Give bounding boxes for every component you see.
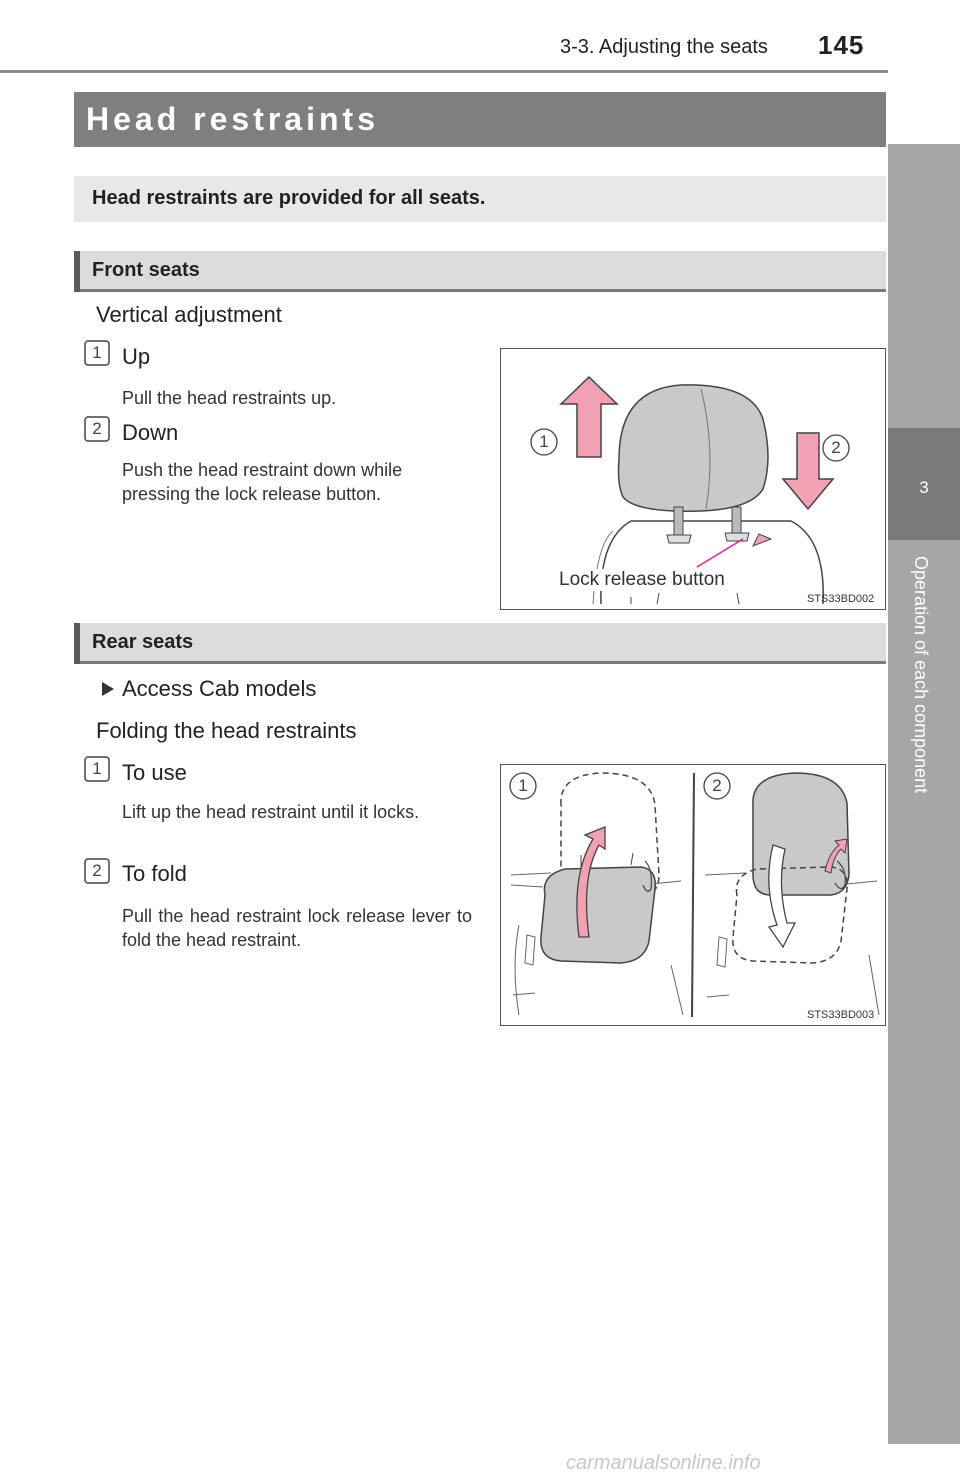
step-2-number: 2 [92,419,102,438]
triangle-bullet-icon [100,680,116,698]
page-title: Head restraints [86,101,379,137]
step-to-use-label: To use [122,760,187,785]
rear-step-1-number: 1 [92,759,102,778]
chapter-number: 3 [919,478,929,497]
step-up-label: Up [122,344,151,369]
intro-text: Head restraints are provided for all seats. [92,187,486,209]
lock-release-button-label: Lock release button [559,569,725,590]
access-cab-models-label: Access Cab models [122,676,317,701]
section-title: 3-3. Adjusting the seats [560,36,768,58]
rear-seats-heading: Rear seats [92,631,194,653]
fig2-code: STS33BD003 [807,1009,875,1021]
intro-box [74,176,886,222]
front-seats-heading: Front seats [92,259,200,281]
header-rule [0,70,888,73]
front-head-restraint-figure [500,348,886,610]
fig2-callout-1: 1 [518,776,528,795]
rear-step-2-number: 2 [92,861,102,880]
rear-seats-heading-bar [74,623,886,664]
vertical-adjustment-heading: Vertical adjustment [96,302,282,327]
rear-head-restraint-illustration [501,765,885,1025]
step-to-fold-description: Pull the head restraint lock release lever to fold the head restraint. [122,906,472,950]
front-seats-heading-bar [74,251,886,292]
watermark-text: carmanualsonline.info [566,1452,761,1474]
fig2-callout-2: 2 [712,776,722,795]
step-to-use-description: Lift up the head restraint until it locks. [122,802,420,822]
step-down-description: Push the head restraint down while pressing the lock release button. [122,460,403,504]
step-up-description: Pull the head restraints up. [122,388,337,408]
step-to-fold-label: To fold [122,861,187,886]
chapter-label-wrap [910,556,938,856]
folding-head-restraints-heading: Folding the head restraints [96,718,357,743]
chapter-label: Operation of each component [911,556,931,794]
step-down-label: Down [122,420,179,445]
step-1-number: 1 [92,343,102,362]
fig1-callout-1: 1 [539,432,549,451]
fig1-code: STS33BD002 [807,593,875,605]
rear-head-restraint-figure [500,764,886,1026]
fig1-callout-2: 2 [831,438,841,457]
page-number: 145 [818,30,865,60]
page-title-bar [74,92,886,147]
